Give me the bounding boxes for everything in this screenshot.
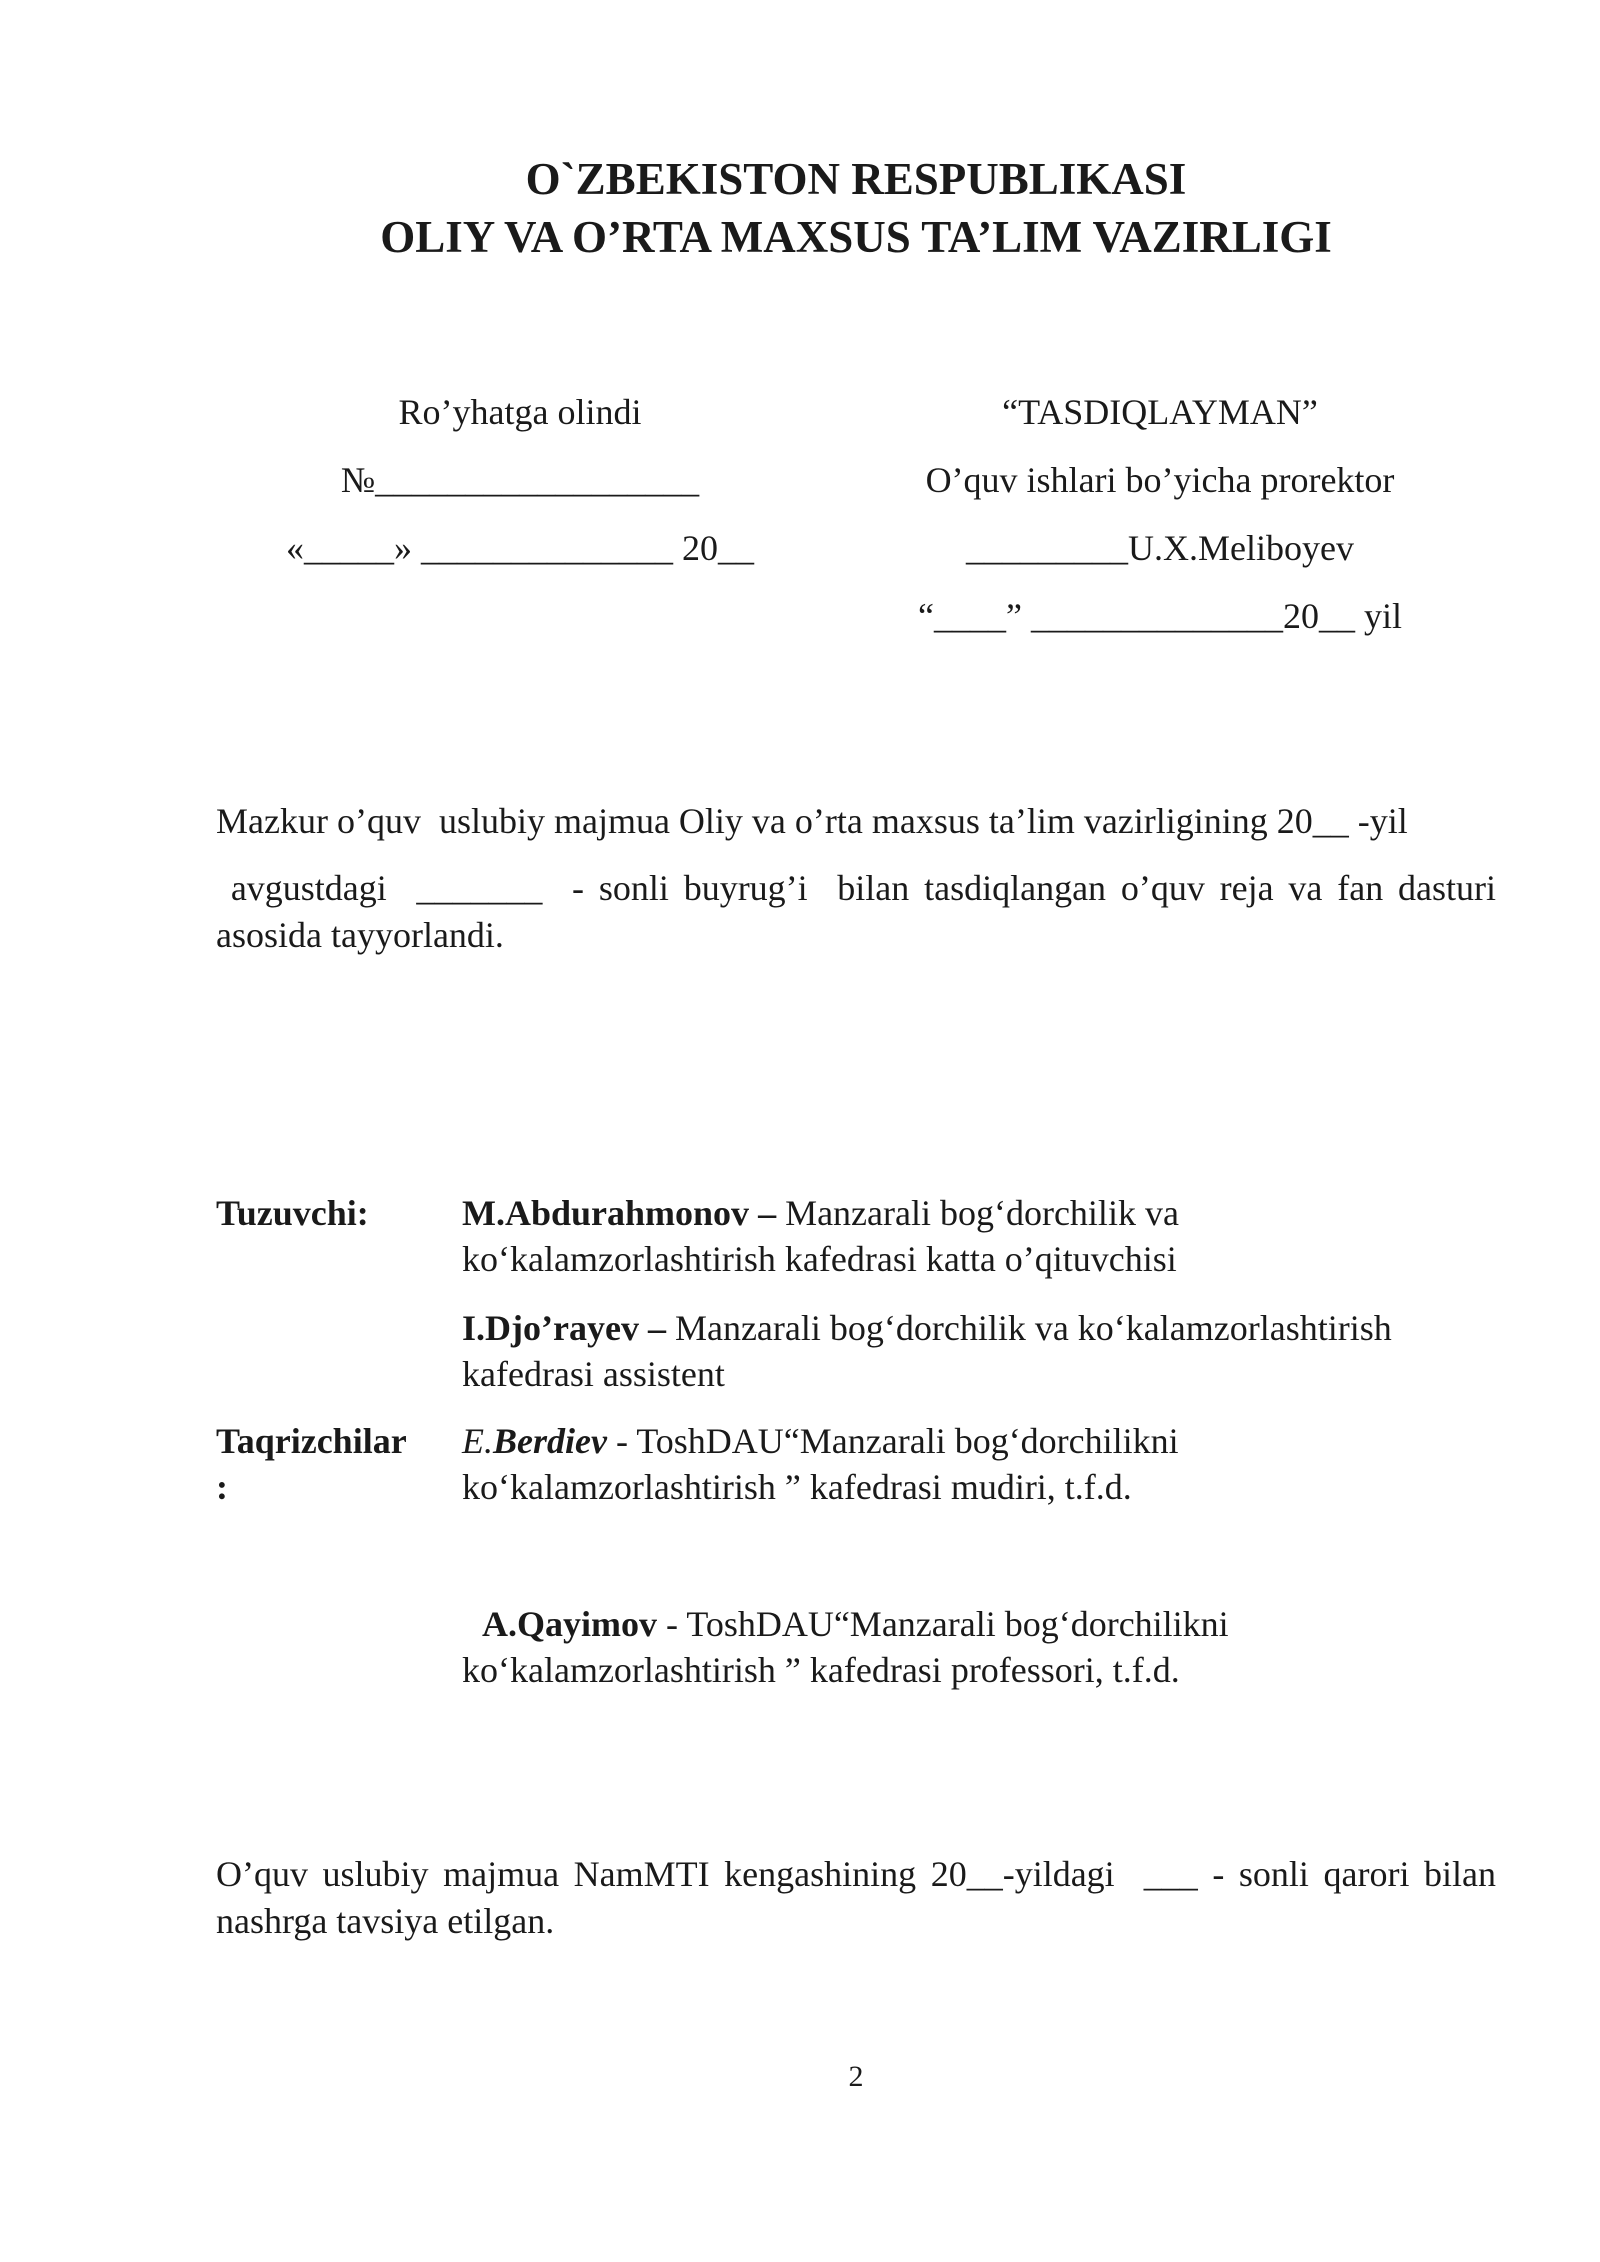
registration-block bbox=[250, 378, 790, 582]
compiler-text-continued: ko‘kalamzorlashtirish kafedrasi katta o’qituvchisi bbox=[462, 1239, 1177, 1279]
reviewer-name: Berdiev bbox=[493, 1421, 607, 1461]
approval-title: “TASDIQLAYMAN” bbox=[1002, 392, 1318, 432]
reviewer-separator: - bbox=[606, 1421, 628, 1461]
ministry-header bbox=[0, 150, 1600, 266]
compilers-label: Tuzuvchi: bbox=[216, 1193, 369, 1233]
compiler-name: M.Abdurahmonov bbox=[462, 1193, 750, 1233]
registration-date-line: «_____» ______________ 20__ bbox=[286, 528, 754, 568]
approval-block bbox=[880, 378, 1440, 650]
compiler-separator: – bbox=[638, 1308, 666, 1348]
reviewer-initial: E. bbox=[462, 1421, 493, 1461]
header-line-1: O`ZBEKISTON RESPUBLIKASI bbox=[525, 154, 1187, 204]
approval-position: O’quv ishlari bo’yicha prorektor bbox=[925, 460, 1395, 500]
compiler-text-continued: kafedrasi assistent bbox=[462, 1354, 725, 1394]
reviewer-text: ToshDAU“Manzarali bog‘dorchilikni bbox=[678, 1604, 1229, 1644]
compiler-name: I.Djo’rayev bbox=[462, 1308, 639, 1348]
intro-paragraph bbox=[216, 798, 1496, 959]
intro-line-3: asosida tayyorlandi. bbox=[216, 915, 504, 955]
header-line-2: OLIY VA O’RTA MAXSUS TA’LIM VAZIRLIGI bbox=[380, 212, 1332, 262]
reviewer-entry bbox=[462, 1418, 1502, 1510]
closing-line-1: O’quv uslubiy majmua NamMTI kengashining 20__-yildagi ___ - sonli qarori bilan bbox=[216, 1854, 1496, 1894]
reviewer-text: ToshDAU“Manzarali bog‘dorchilikni bbox=[627, 1421, 1179, 1461]
compiler-text: Manzarali bog‘dorchilik va bbox=[776, 1193, 1179, 1233]
registration-title: Ro’yhatga olindi bbox=[398, 392, 642, 432]
compiler-entry bbox=[462, 1190, 1502, 1282]
approval-date-line: “____” ______________20__ yil bbox=[918, 596, 1402, 636]
closing-paragraph bbox=[216, 1851, 1496, 1945]
page-number: 2 bbox=[848, 2060, 864, 2093]
reviewers-label-text: Taqrizchilar bbox=[216, 1421, 407, 1461]
reviewers-label-colon: : bbox=[216, 1467, 228, 1507]
registration-number-line: №__________________ bbox=[340, 460, 700, 500]
intro-line-2: avgustdagi _______ - sonli buyrug’i bilan tasdiqlangan o’quv reja va fan dasturi bbox=[216, 868, 1496, 908]
approval-signature-line: _________U.X.Meliboyev bbox=[966, 528, 1354, 568]
compiler-text: Manzarali bog‘dorchilik va ko‘kalamzorlashtirish bbox=[665, 1308, 1392, 1348]
reviewer-text-continued: ko‘kalamzorlashtirish ” kafedrasi mudiri, t.f.d. bbox=[462, 1467, 1132, 1507]
intro-line-1: Mazkur o’quv uslubiy majmua Oliy va o’rta maxsus ta’lim vazirligining 20__ -yil bbox=[216, 801, 1408, 841]
reviewer-entry bbox=[462, 1601, 1502, 1693]
reviewer-separator: - bbox=[657, 1604, 678, 1644]
closing-line-2: nashrga tavsiya etilgan. bbox=[216, 1901, 555, 1941]
compiler-entry bbox=[462, 1305, 1502, 1397]
compiler-separator: – bbox=[749, 1193, 777, 1233]
reviewers-label bbox=[216, 1418, 436, 1510]
reviewer-text-continued: ko‘kalamzorlashtirish ” kafedrasi professori, t.f.d. bbox=[462, 1650, 1180, 1690]
reviewer-name: A.Qayimov bbox=[482, 1604, 657, 1644]
